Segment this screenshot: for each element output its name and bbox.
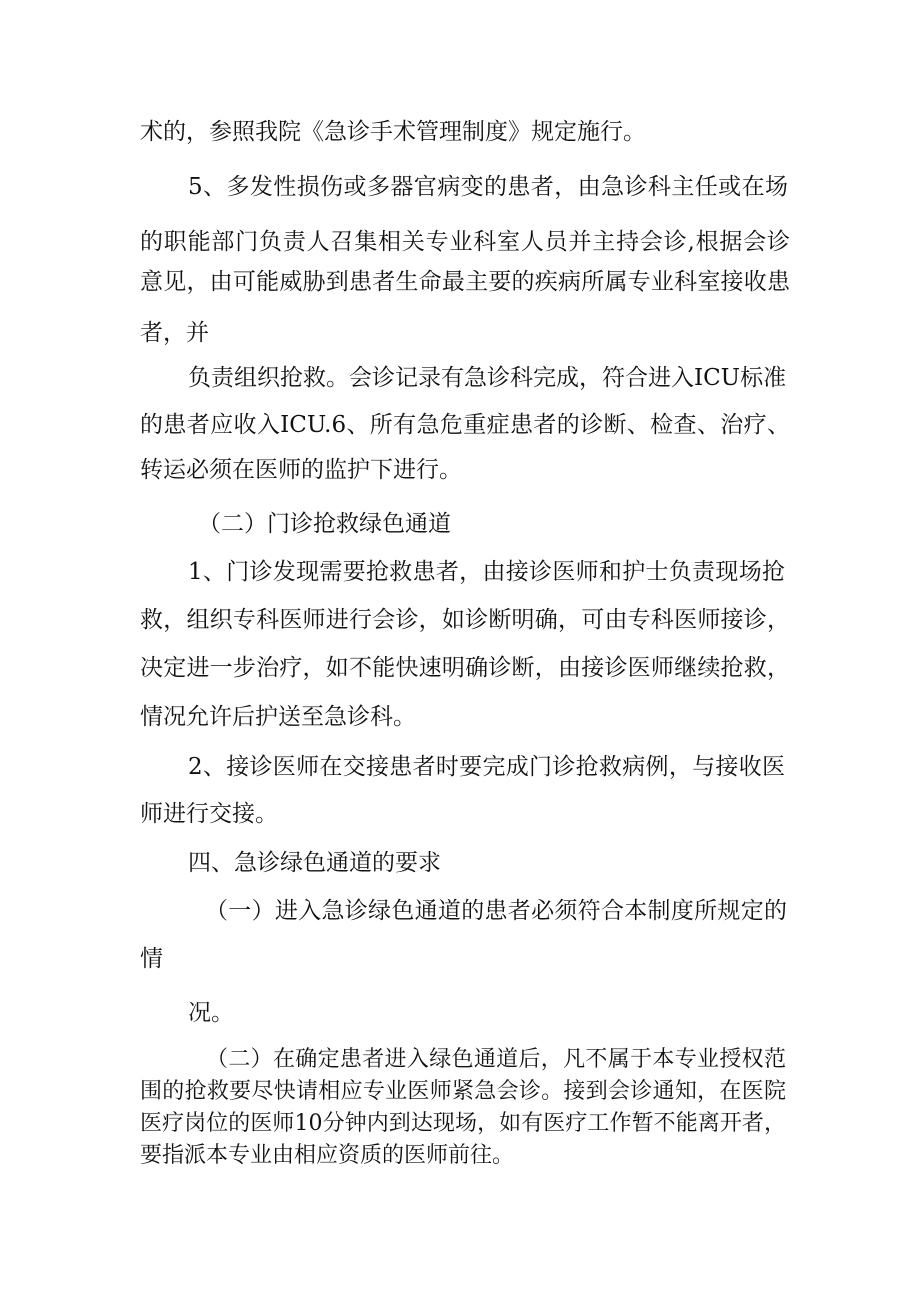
text-line: 2、接诊医师在交接患者时要完成门诊抢救病例，与接收医	[188, 754, 785, 780]
text-line: 者，并	[140, 320, 209, 346]
text-line: 意见，由可能威胁到患者生命最主要的疾病所属专业科室接收患	[140, 269, 790, 295]
text-line: 1、门诊发现需要抢救患者，由接诊医师和护士负责现场抢	[188, 559, 785, 585]
text-line: 术的，参照我院《急诊手术管理制度》规定施行。	[140, 119, 646, 145]
text-line: 师进行交接。	[140, 801, 278, 827]
text-line: 情	[140, 946, 163, 972]
section-heading: （二）门诊抢救绿色通道	[198, 511, 451, 537]
paragraph-consultation: （二）在确定患者进入绿色通道后，凡不属于本专业授权范围的抢救要尽快请相应专业医师紧急会诊。接到会诊通知，在医院医疗岗位的医师10分钟内到达现场，如有医疗工作暂不能离开者，要指派本专业由相应资质的医师前往。	[140, 1047, 786, 1168]
text-line: 决定进一步治疗，如不能快速明确诊断，由接诊医师继续抢救，	[140, 655, 790, 681]
text-line: （一）进入急诊绿色通道的患者必须符合本制度所规定的	[205, 898, 787, 924]
text-line: 救，组织专科医师进行会诊，如诊断明确，可由专科医师接诊，	[140, 607, 790, 633]
text-line: 转运必须在医师的监护下进行。	[140, 457, 462, 483]
text-line: 情况允许后护送至急诊科。	[140, 704, 416, 730]
text-line: 负责组织抢救。会诊记录有急诊科完成，符合进入ICU标准	[188, 365, 787, 391]
section-heading: 四、急诊绿色通道的要求	[188, 850, 441, 876]
text-line: 5、多发性损伤或多器官病变的患者，由急诊科主任或在场	[188, 174, 788, 200]
text-line: 的患者应收入ICU.6、所有急危重症患者的诊断、检查、治疗、	[140, 412, 790, 438]
text-line: 况。	[188, 1000, 234, 1026]
text-line: 的职能部门负责人召集相关专业科室人员并主持会诊,根据会诊	[140, 229, 790, 255]
